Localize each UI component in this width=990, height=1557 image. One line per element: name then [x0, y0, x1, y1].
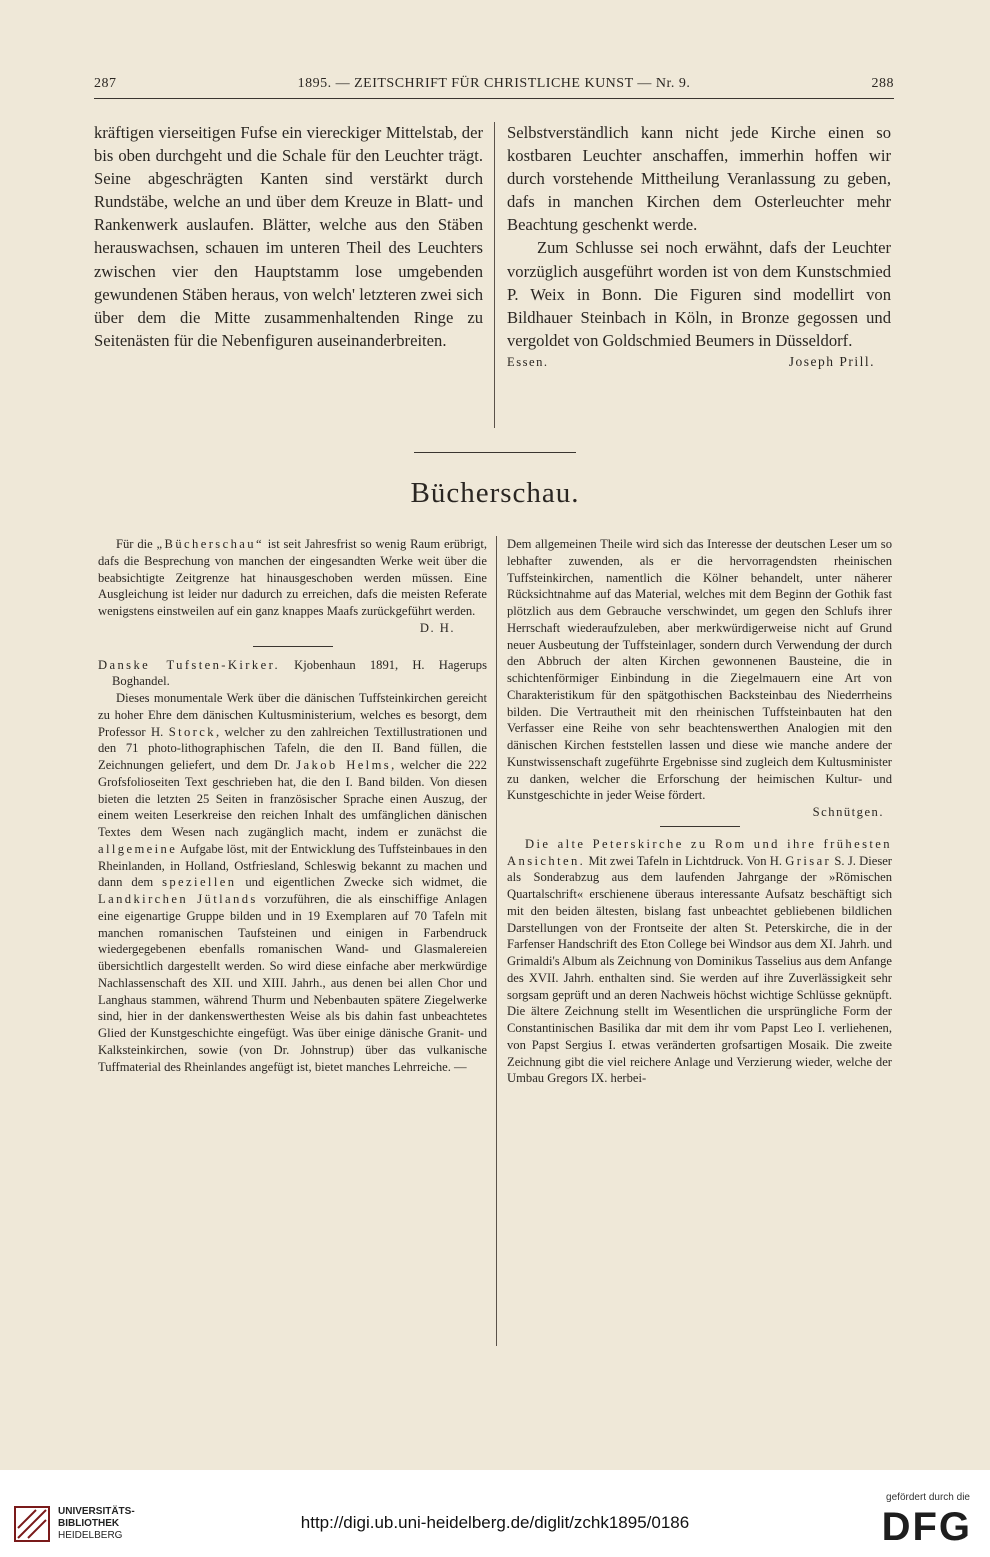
- emphasis-word: allgemeine: [98, 841, 178, 856]
- section-divider: [414, 452, 576, 453]
- review-divider: [253, 646, 333, 647]
- paragraph: Selbstverständlich kann nicht jede Kirche einen so kostbaren Leuchter anschaffen, immerhin hoffen wir durch vorstehende Mittheilung Veranlassung zu geben, dafs in manchen Kirchen dem Osterleuchter mehr Beachtung geschenkt werde.: [507, 123, 891, 235]
- review-citation: Danske Tufsten-Kirker. Kjobenhaun 1891, H. Hagerups Boghandel.: [98, 657, 487, 689]
- review-title: Danske Tufsten-Kirker.: [98, 657, 281, 672]
- intro-signature: D. H.: [419, 620, 455, 635]
- top-right-column: [507, 121, 891, 371]
- review-title: Die alte Peterskirche zu Rom und ihre frühesten Ansichten.: [507, 836, 892, 868]
- column-divider: [494, 122, 495, 428]
- header-rule: [94, 98, 894, 99]
- section-title: Bücherschau.: [410, 477, 580, 509]
- emphasis-word: Landkirchen Jütlands: [98, 892, 258, 906]
- bottom-right-column: [507, 536, 892, 1087]
- page-number-right: 288: [871, 76, 894, 91]
- review-divider: [660, 826, 740, 827]
- running-head: [94, 76, 894, 96]
- page-number-left: 287: [94, 76, 117, 91]
- person-name: Storck: [168, 724, 216, 739]
- intro-paragraph: Für die „Bücherschau“ ist seit Jahresfrist so wenig Raum erübrigt, dafs die Besprechung von manchen der eingesandten Werke weit über die beabsichtigte Zeitgrenze hat hinausgeschoben werden müssen. Eine Ausgleichung ist leider nur dadurch zu erreichen, dafs die meisten Referate wenigstens einstweilen auf ein ganz knappes Maafs zurückgeführt werden.: [98, 537, 487, 618]
- bottom-left-column: [98, 536, 487, 1075]
- emphasis-word: speziellen: [162, 875, 237, 890]
- person-name: Grisar: [785, 853, 832, 868]
- library-name: UNIVERSITÄTS- BIBLIOTHEK HEIDELBERG: [58, 1506, 135, 1541]
- top-left-column: [94, 121, 483, 352]
- signature-place: Essen.: [507, 354, 549, 369]
- paragraph: kräftigen vierseitigen Fufse ein viereckiger Mittelstab, der bis oben durchgeht und die Schale für den Leuchter trägt. Seine abgeschrägten Kanten sind verstärkt durch Rundstäbe, welche an und über dem Kreuze in Blatt- und Rankenwerk auslaufen. Blätter, welche aus den Stäben herauswachsen, schauen im unteren Theil des Leuchters zwischen vier den Hauptstamm lose umgebenden gewundenen Stäben heraus, von welch' letzteren zwei sich über dem die Mitte zusammenhaltenden Ringe zu Seitenästen für die Nebenfiguren auseinanderbreiten.: [94, 123, 483, 350]
- person-name: Jakob Helms: [296, 758, 392, 772]
- review-text: Dieses monumentale Werk über die dänischen Tuffsteinkirchen gereicht zu hoher Ehre dem dänischen Kultusministerium, welches es besorgt, dem Professor H. Storck, welcher zu den zahlreichen Textillustrationen und den 71 photo-lithographischen Tafeln, die den II. Band füllen, die Zeichnungen geliefert, und dem Dr. Jakob Helms, welcher die 222 Grofsfolioseiten Text geschrieben hat, die den I. Band bilden. Von diesen bieten die letzten 25 Seiten in französischer Sprache einen Auszug, der einem weiten Leserkreise den reichen Inhalt des umfänglichen dänischen Textes dem Wesen nach zugänglich macht, indem er zunächst die allgemeine Aufgabe löst, mit der Entwicklung des Tuffsteinbaues in den Rheinlanden, in Holland, Ostfriesland, Schleswig bekannt zu machen und dann dem speziellen und eigentlichen Zwecke sich widmet, die Landkirchen Jütlands vorzuführen, die als einschiffige Anlagen eine eigenartige Gruppe bilden und in 19 Exemplaren auf 70 Tafeln mit manchen romanischen Taufsteinen und einigen in Farbendruck wiedergegebenen ebenfalls romanischen Wand- und Glasmalereien übersichtlich dargestellt werden. So wird diese einfache aber merkwürdige Nachlassenschaft des XII. und XIII. Jahrh., aus denen bei allen Chor und Langhaus stammen, während Thurm und Nebenbauten spätere Ziegelwerke sind, hier in der dankenswerthesten Weise als bis dahin fast unbeachtetes Glied der Kunstgeschichte eingefügt. Was über einige dänische Granit- und Kalksteinkirchen, sowie (von Dr. Johnstrup) über das vulkanische Tuffmaterial des Rheinlandes angefügt ist, bietet manches Lehrreiche. —: [98, 691, 487, 1074]
- signature-name: Joseph Prill.: [788, 353, 875, 369]
- review-text: Dem allgemeinen Theile wird sich das Interesse der deutschen Leser um so lebhafter zuwenden, als er die hervorragendsten rheinischen Tuffsteinkirchen, namentlich die Kölner behandelt, unter näherer Rücksichtnahme auf das Material, welches mit dem Beginn der Gothik fast plötzlich aus dem Gebrauche verschwindet, um gegen den Schlufs ihrer Herrschaft wiederaufzuleben, aber merkwürdigerweise nicht auf Grund neuer Ausbeutung der Tuffsteinlager, sondern durch Verwendung der durch den Abbruch der alten Kirchen gewonnenen Bausteine, die in schichtenförmiger Einbindung in die Ziegelmauern eine Art von Charakteristikum für den spätgothischen Backsteinbau des Niederrheins bilden. Die Vertrautheit mit den rheinischen Tuffsteinbauten hat den Verfasser eine Reihe von sehr beachtenswerthen Analogien mit den dänischen Kirchen feststellen lassen und diese wie manche andere der Kunstwissenschaft zugeführte Ergebnisse sind zugleich dem Kultusminister zu danken, welcher die Erforschung der heimischen Kultur- und Kunstgeschichte in jeder Weise fördert.: [507, 537, 892, 803]
- dfg-logo: DFG: [881, 1505, 972, 1549]
- column-divider: [496, 536, 497, 1346]
- emphasis-title: „Bücherschau“: [156, 537, 264, 551]
- digitization-footer: [0, 1470, 990, 1557]
- paragraph: Zum Schlusse sei noch erwähnt, dafs der Leuchter vorzüglich ausgeführt worden ist von dem Kunstschmied P. Weix in Bonn. Die Figuren sind modellirt von Bildhauer Steinbach in Köln, in Bronze gegossen und vergoldet von Goldschmied Beumers in Düsseldorf.: [507, 238, 891, 350]
- journal-title: 1895. — ZEITSCHRIFT FÜR CHRISTLICHE KUNST — Nr. 9.: [297, 76, 691, 91]
- source-url-link[interactable]: http://digi.ub.uni-heidelberg.de/diglit/zchk1895/0186: [300, 1513, 690, 1532]
- funding-note: gefördert durch die: [886, 1492, 970, 1503]
- author-signature: [507, 354, 891, 371]
- review-signature: Schnütgen.: [812, 805, 884, 819]
- review-text: Die alte Peterskirche zu Rom und ihre frühesten Ansichten. Mit zwei Tafeln in Lichtdruck. Von H. Grisar S. J. Dieser als Sonderabzug aus dem laufenden Jahrgange der »Römischen Quartalschrift« erschienene überaus interessante Aufsatz beschäftigt sich mit den beiden ältesten, bislang fast unbeachtet gebliebenen bildlichen Darstellungen von der Frontseite der alten St. Peterskirche, die in der Farfenser Handschrift des Eton College bei Windsor aus dem XI. Jahrh. und Grimaldi's Album als Zeichnung von Dominikus Tasselius aus dem Anfange des XVII. Jahrh. enthalten sind. Sie werden auf ihre Zuverlässigkeit sehr sorgsam geprüft und an deren Nachweis höchst wichtige Schlüsse geknüpft. Die ältere Zeichnung stellt im Wesentlichen die ursprüngliche Form der Constantinischen Basilika dar mit dem ihr vom Papst Leo I. verliehenen, von Papst Sergius I. etwas veränderten grofsartigen Mosaik. Die zweite Zeichnung gibt die viel reichere Anlage und Verzierung wieder, welche der Umbau Gregors IX. herbei-: [507, 836, 892, 1086]
